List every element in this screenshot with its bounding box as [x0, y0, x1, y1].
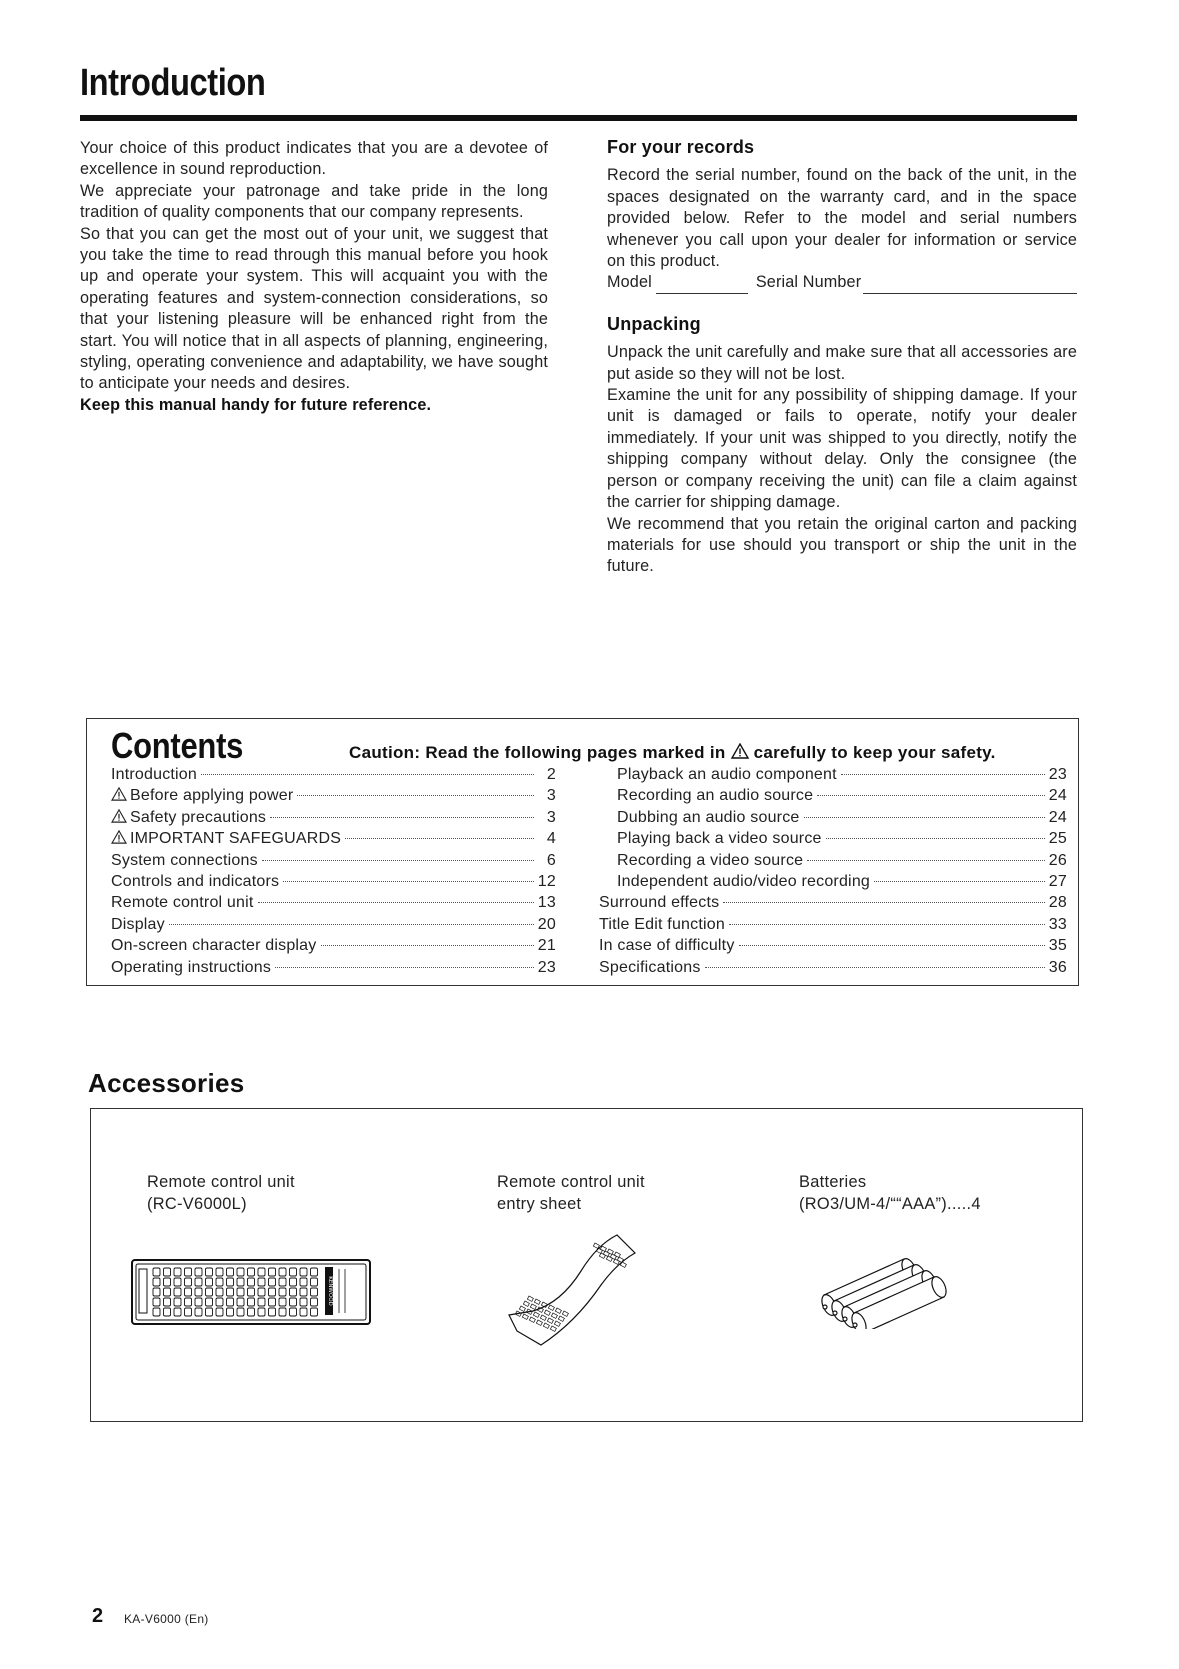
- accessory-name: Remote control unit: [147, 1173, 295, 1191]
- toc-entry-label: [111, 809, 266, 827]
- toc-entry: [599, 766, 1067, 787]
- toc-entry-label: [599, 894, 719, 912]
- toc-entry-text: Operating instructions: [111, 958, 272, 976]
- toc-entry-label: [111, 766, 197, 784]
- toc-page-number: 13: [537, 894, 556, 912]
- toc-leader-dots: [270, 817, 534, 818]
- toc-entry: [111, 937, 556, 958]
- toc-leader-dots: [826, 838, 1045, 839]
- toc-page-number: 24: [1048, 787, 1067, 805]
- toc-leader-dots: [723, 902, 1044, 903]
- toc-entry-text: Title Edit function: [599, 915, 725, 933]
- toc-leader-dots: [729, 924, 1045, 925]
- intro-paragraph: Your choice of this product indicates that you are a devotee of excellence in sound reproduction.: [80, 139, 548, 179]
- contents-title: Contents: [111, 725, 244, 766]
- toc-leader-dots: [258, 902, 534, 903]
- toc-leader-dots: [874, 881, 1045, 882]
- toc-page-number: 27: [1048, 872, 1067, 890]
- toc-entry-label: [111, 852, 258, 870]
- toc-page-number: 26: [1048, 851, 1067, 869]
- toc-entry-text: Independent audio/video recording: [617, 872, 871, 890]
- toc-entry-text: System connections: [111, 851, 258, 869]
- toc-entry-text: Safety precautions: [130, 808, 267, 826]
- unpacking-heading: Unpacking: [607, 313, 701, 334]
- toc-entry-text: Controls and indicators: [111, 872, 280, 890]
- intro-paragraph: So that you can get the most out of your unit, we suggest that you take the time to read through this manual before you hook up and operate your system. This will acquaint you with the operating features and system-connection considerations, so that your listening pleasure will be enhanced right from the start. You will notice that in all aspects of planning, engineering, styling, operating convenience and adaptability, we have sought to anticipate your needs and desires.: [80, 224, 548, 393]
- toc-entry-label: [599, 959, 701, 977]
- toc-entry: [111, 894, 556, 915]
- toc-entry-label: [599, 852, 803, 870]
- toc-page-number: 25: [1048, 830, 1067, 848]
- accessory-batteries-label: [799, 1171, 981, 1215]
- toc-page-number: 2: [546, 766, 556, 783]
- toc-entry: [599, 873, 1067, 894]
- toc-leader-dots: [201, 774, 534, 775]
- title-rule: [80, 115, 1077, 121]
- unpacking-paragraph: Examine the unit for any possibility of shipping damage. If your unit is damaged or fails to operate, notify your dealer immediately. If your unit was shipped to you directly, notify the shipping company without delay. Only the consignee (the person or company receiving the unit) can file a claim against the carrier for shipping damage.: [607, 386, 1077, 512]
- remote-brand-text: KENWOOD: [327, 1276, 333, 1306]
- toc-leader-dots: [275, 967, 534, 968]
- toc-right-column: [599, 766, 1067, 980]
- toc-entry: [111, 852, 556, 873]
- toc-page-number: 23: [537, 958, 556, 976]
- toc-entry-text: Recording an audio source: [617, 787, 814, 805]
- toc-page-number: 20: [537, 915, 556, 933]
- toc-entry: [111, 809, 556, 830]
- toc-entry: [111, 830, 556, 851]
- toc-leader-dots: [262, 860, 534, 861]
- remote-control-drawing: [131, 1259, 371, 1330]
- page-number: 2: [92, 1605, 104, 1627]
- records-unpacking-column: [607, 137, 1077, 578]
- toc-entry-label: [599, 916, 725, 934]
- toc-leader-dots: [297, 795, 534, 796]
- toc-entry-text: In case of difficulty: [599, 937, 735, 955]
- toc-entry-text: Recording a video source: [617, 851, 804, 869]
- toc-leader-dots: [817, 795, 1045, 796]
- toc-entry: [599, 809, 1067, 830]
- toc-entry-label: [111, 873, 279, 891]
- toc-entry-label: [599, 809, 800, 827]
- toc-entry-label: [111, 787, 293, 805]
- toc-entry-text: Specifications: [599, 958, 701, 976]
- toc-entry-label: [111, 937, 317, 955]
- warning-triangle-icon: [731, 743, 754, 762]
- toc-entry: [599, 937, 1067, 958]
- toc-entry-text: Introduction: [111, 766, 198, 783]
- toc-page-number: 24: [1048, 808, 1067, 826]
- warning-triangle-icon: [111, 830, 130, 848]
- serial-record-fields: [607, 272, 1077, 293]
- toc-entry: [599, 787, 1067, 808]
- toc-leader-dots: [807, 860, 1045, 861]
- toc-leader-dots: [283, 881, 534, 882]
- toc-leader-dots: [169, 924, 534, 925]
- toc-entry: [111, 873, 556, 894]
- toc-leader-dots: [321, 945, 534, 946]
- contents-caution: [349, 743, 996, 763]
- toc-entry-text: Dubbing an audio source: [617, 808, 800, 826]
- toc-entry-label: [111, 830, 341, 848]
- toc-entry-text: IMPORTANT SAFEGUARDS: [130, 830, 342, 848]
- toc-entry-label: [111, 916, 165, 934]
- unpacking-paragraph: Unpack the unit carefully and make sure that all accessories are put aside so they will not be lost.: [607, 343, 1077, 383]
- toc-page-number: 4: [546, 830, 556, 848]
- accessory-entry-sheet-label: [497, 1171, 645, 1215]
- toc-leader-dots: [705, 967, 1045, 968]
- entry-sheet-drawing: [505, 1231, 645, 1356]
- introduction-column: [80, 138, 548, 416]
- accessory-remote-label: [147, 1171, 295, 1215]
- contents-box: [86, 718, 1079, 986]
- toc-entry: [111, 959, 556, 980]
- toc-entry-text: Playing back a video source: [617, 830, 822, 848]
- toc-entry-text: Remote control unit: [111, 894, 254, 912]
- toc-entry-label: [599, 873, 870, 891]
- model-blank-line: [656, 278, 748, 294]
- toc-leader-dots: [345, 838, 534, 839]
- serial-number-blank-line: [863, 278, 1077, 294]
- records-text: Record the serial number, found on the back of the unit, in the spaces designated on the warranty card, and in the space provided below. Refer to the model and serial numbers whenever you call upon your dealer for information or service on this product.: [607, 166, 1077, 271]
- records-heading: For your records: [607, 137, 755, 157]
- toc-page-number: 12: [537, 872, 556, 890]
- toc-entry-text: Display: [111, 915, 165, 933]
- toc-page-number: 6: [546, 851, 556, 869]
- accessory-detail: (RO3/UM-4/““AAA”).....4: [799, 1195, 981, 1213]
- toc-page-number: 36: [1048, 958, 1067, 976]
- toc-entry-label: [599, 937, 735, 955]
- toc-page-number: 3: [546, 808, 556, 826]
- toc-entry: [599, 894, 1067, 915]
- accessory-name: Remote control unit: [497, 1173, 645, 1191]
- toc-page-number: 35: [1048, 937, 1067, 955]
- toc-page-number: 3: [546, 787, 556, 805]
- intro-paragraph: We appreciate your patronage and take pride in the long tradition of quality components that our company represents.: [80, 181, 548, 222]
- warning-triangle-icon: [111, 787, 130, 805]
- toc-page-number: 28: [1048, 894, 1067, 912]
- unpacking-paragraph: We recommend that you retain the original carton and packing materials for use should you transport or ship the unit in the future.: [607, 514, 1077, 576]
- toc-entry: [599, 830, 1067, 851]
- toc-leader-dots: [739, 945, 1045, 946]
- accessories-box: [90, 1108, 1083, 1422]
- model-label: Model: [607, 273, 652, 292]
- toc-entry-label: [111, 894, 254, 912]
- toc-entry: [111, 787, 556, 808]
- accessory-name: Batteries: [799, 1173, 867, 1191]
- page-title: Introduction: [80, 62, 266, 104]
- toc-entry-text: Surround effects: [599, 894, 720, 912]
- warning-triangle-icon: [111, 809, 130, 827]
- toc-entry-text: Before applying power: [130, 787, 294, 805]
- toc-entry-text: Playback an audio component: [617, 766, 837, 783]
- toc-page-number: 23: [1048, 766, 1067, 783]
- caution-text: carefully to keep your safety.: [753, 743, 996, 762]
- toc-entry: [599, 852, 1067, 873]
- toc-entry: [111, 766, 556, 787]
- serial-number-label: Serial Number: [755, 273, 862, 292]
- toc-page-number: 21: [537, 937, 556, 955]
- keep-manual-note: Keep this manual handy for future reference.: [80, 395, 432, 414]
- caution-text: Caution: Read the following pages marked in: [349, 743, 726, 762]
- toc-entry: [111, 916, 556, 937]
- batteries-drawing: [816, 1249, 952, 1334]
- toc-entry-label: [599, 830, 822, 848]
- toc-entry-label: [599, 787, 813, 805]
- toc-entry-text: On-screen character display: [111, 937, 317, 955]
- accessory-detail: entry sheet: [497, 1195, 582, 1213]
- toc-left-column: [111, 766, 556, 980]
- toc-leader-dots: [804, 817, 1045, 818]
- model-code: KA-V6000 (En): [124, 1612, 209, 1626]
- toc-entry: [599, 916, 1067, 937]
- accessories-title: Accessories: [88, 1068, 245, 1098]
- toc-entry-label: [599, 766, 837, 784]
- toc-entry: [599, 959, 1067, 980]
- toc-page-number: 33: [1048, 915, 1067, 933]
- toc-leader-dots: [841, 774, 1045, 775]
- toc-entry-label: [111, 959, 271, 977]
- accessory-detail: (RC-V6000L): [147, 1195, 247, 1213]
